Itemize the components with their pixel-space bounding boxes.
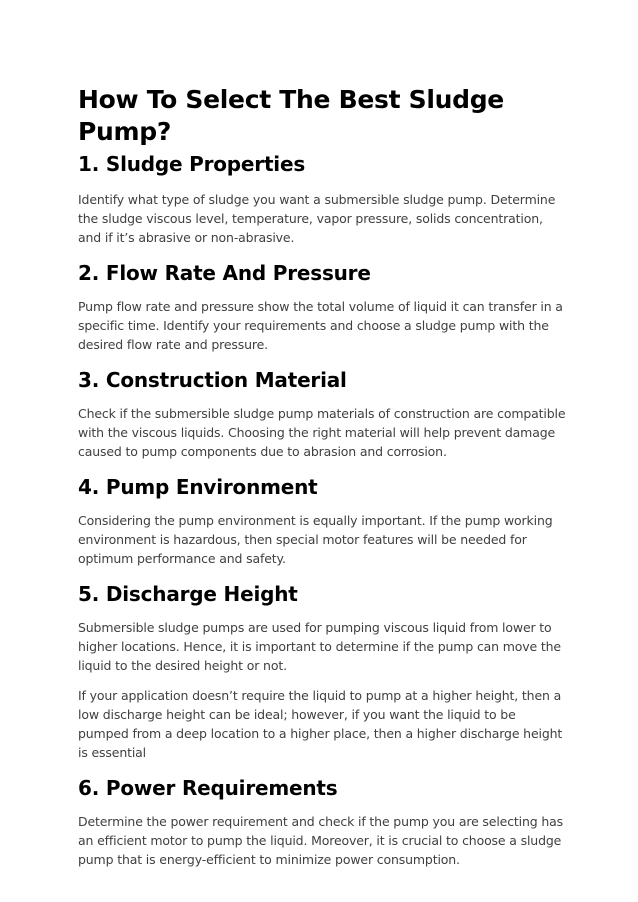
section-heading-sludge-properties: 1. Sludge Properties	[78, 152, 306, 176]
section-heading-discharge-height: 5. Discharge Height	[78, 582, 298, 606]
section-paragraph: If your application doesn’t require the liquid to pump at a higher height, then a low discharge height can be ideal; however, if you want the liquid to be pumped from a deep location to a higher place, then a higher discharge height is essential	[78, 688, 563, 760]
section-heading-construction-material: 3. Construction Material	[78, 368, 347, 392]
section-paragraph: Determine the power requirement and check if the pump you are selecting has an efficient motor to pump the liquid. Moreover, it is crucial to choose a sludge pump that is energy-efficient to minimize power consumption.	[78, 814, 564, 867]
section-heading-flow-rate: 2. Flow Rate And Pressure	[78, 261, 371, 285]
document-page	[78, 84, 568, 869]
section-heading-pump-environment: 4. Pump Environment	[78, 475, 318, 499]
section-paragraph: Pump flow rate and pressure show the total volume of liquid it can transfer in a specific time. Identify your requirements and choose a sludge pump with the desired flow rate and pressure.	[78, 299, 563, 352]
section-paragraph: Check if the submersible sludge pump materials of construction are compatible with the viscous liquids. Choosing the right material will help prevent damage caused to pump components due to abrasion and corrosion.	[78, 406, 566, 459]
section-paragraph: Submersible sludge pumps are used for pumping viscous liquid from lower to higher locations. Hence, it is important to determine if the pump can move the liquid to the desired height or not.	[78, 620, 561, 673]
section-paragraph: Identify what type of sludge you want a submersible sludge pump. Determine the sludge viscous level, temperature, vapor pressure, solids concentration, and if it’s abrasive or non-abrasive.	[78, 192, 556, 245]
section-paragraph: Considering the pump environment is equally important. If the pump working environment is hazardous, then special motor features will be needed for optimum performance and safety.	[78, 513, 553, 566]
document-title: How To Select The Best Sludge Pump?	[78, 85, 504, 146]
section-heading-power-requirements: 6. Power Requirements	[78, 776, 338, 800]
